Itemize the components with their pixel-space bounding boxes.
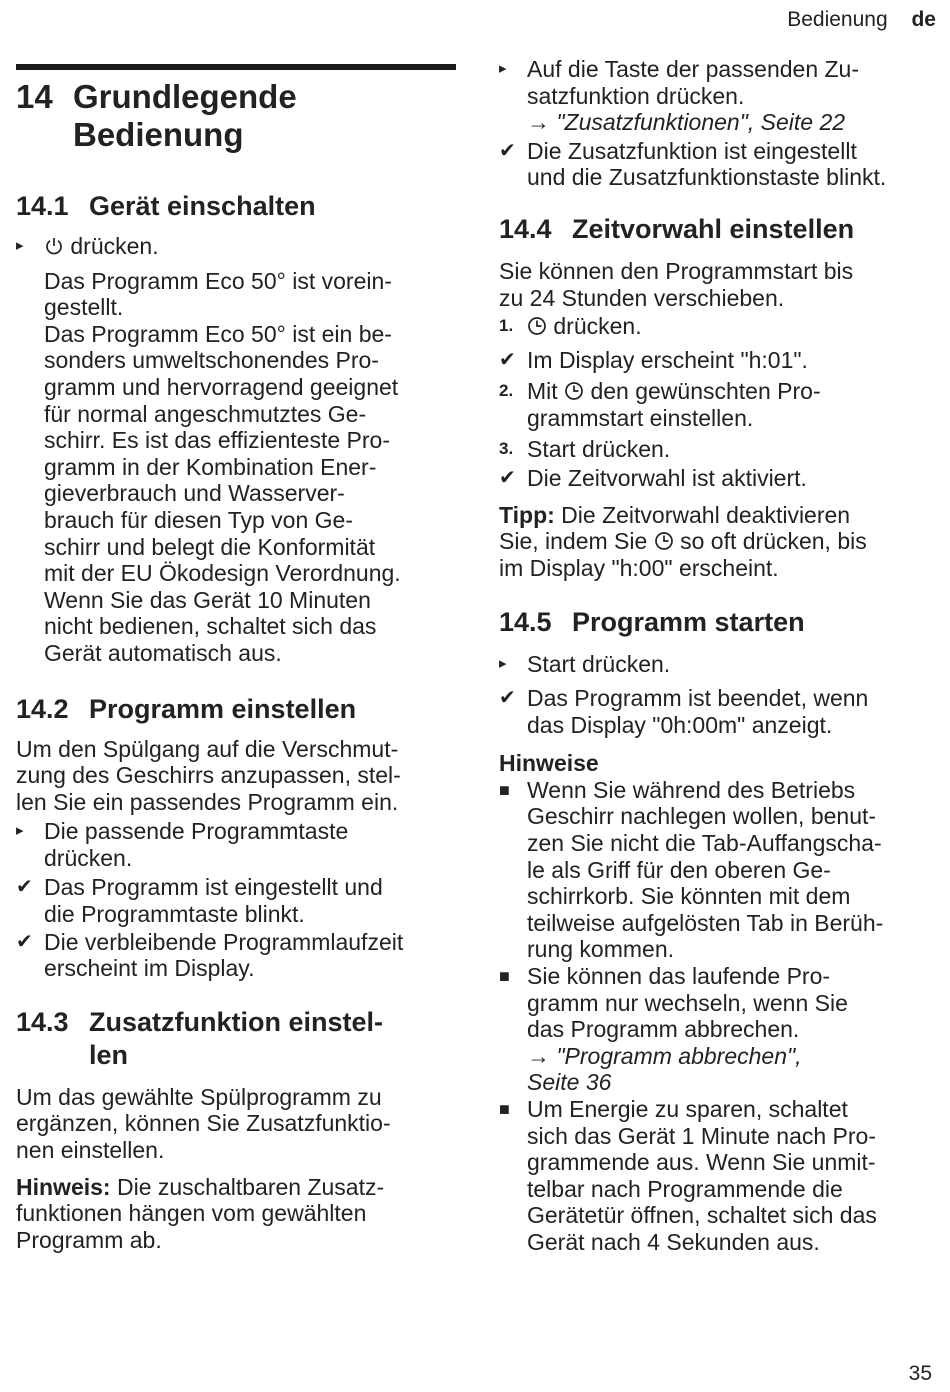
tip-label: Tipp: xyxy=(499,501,555,528)
header-language: de xyxy=(911,8,936,31)
chapter-title-line2: Bedienung xyxy=(73,116,244,153)
result-item xyxy=(16,874,456,927)
page-header xyxy=(787,8,936,32)
left-column xyxy=(16,56,456,1253)
body-line: Wenn Sie das Gerät 10 Minuten xyxy=(44,586,371,613)
bullet-line: teilweise aufgelösten Tab in Berüh- xyxy=(527,909,884,936)
section-number: 14.3 xyxy=(16,1006,69,1037)
bullet-line: Gerätetür öffnen, schaltet sich das xyxy=(527,1202,877,1229)
section-title-line1: Zusatzfunktion einstel- xyxy=(89,1006,384,1037)
result-line: und die Zusatzfunktionstaste blinkt. xyxy=(527,164,887,191)
bullet-line: zen Sie nicht die Tab-Auffangscha- xyxy=(527,830,882,857)
bullet-line: Wenn Sie während des Betriebs xyxy=(527,776,856,803)
result-item xyxy=(499,685,939,738)
result-line: Im Display erscheint "h:01". xyxy=(527,346,808,373)
section-intro xyxy=(16,736,456,816)
body-line: brauch für diesen Typ von Ge- xyxy=(44,506,353,533)
clock-icon xyxy=(564,381,584,401)
bullet-line: Geschirr nachlegen wollen, benut- xyxy=(527,803,877,830)
note-bullet xyxy=(499,963,939,1096)
body-line: zu 24 Stunden verschieben. xyxy=(499,284,785,311)
section-title-line2: len xyxy=(89,1039,129,1070)
section-heading-14-3 xyxy=(16,1006,456,1072)
result-line: Die verbleibende Programmlaufzeit xyxy=(44,928,404,955)
body-line: schirr. Es ist das effizienteste Pro- xyxy=(44,427,390,454)
chapter-title-line1: Grundlegende xyxy=(73,78,297,115)
section-heading-14-1 xyxy=(16,190,456,223)
instruction-step xyxy=(16,818,456,871)
bullet-line: le als Griff für den oberen Ge- xyxy=(527,856,831,883)
body-line: gieverbrauch und Wasserver- xyxy=(44,480,345,507)
bullet-line: schirrkorb. Sie könnten mit dem xyxy=(527,883,851,910)
tip-block xyxy=(499,502,939,582)
section-heading-14-2 xyxy=(16,693,456,726)
tip-line: Sie, indem Sie xyxy=(499,528,654,555)
clock-icon xyxy=(527,316,547,336)
note-label: Hinweis: xyxy=(16,1173,111,1200)
result-item xyxy=(499,138,939,191)
section-title: Programm einstellen xyxy=(89,693,357,724)
body-line: Um das gewählte Spülprogramm zu xyxy=(16,1083,382,1110)
instruction-step xyxy=(499,56,939,136)
chapter-rule xyxy=(16,64,456,70)
bullet-line: Um Energie zu sparen, schaltet xyxy=(527,1096,848,1122)
body-line: Um den Spülgang auf die Verschmut- xyxy=(16,735,399,762)
clock-icon xyxy=(654,531,674,551)
result-line: Die Zusatzfunktion ist eingestellt xyxy=(527,137,857,164)
body-line: Das Programm Eco 50° ist ein be- xyxy=(44,320,392,347)
step-number: 3. xyxy=(499,438,514,458)
step-line: drücken. xyxy=(44,844,133,871)
notes-heading: Hinweise xyxy=(499,750,599,777)
bullet-line: Sie können das laufende Pro- xyxy=(527,963,831,990)
chapter-number: 14 xyxy=(16,78,53,115)
result-item xyxy=(499,465,939,492)
step-number: 2. xyxy=(499,381,514,401)
section-title: Zeitvorwahl einstellen xyxy=(572,213,855,244)
black-square-icon: ■ xyxy=(499,779,510,800)
body-line: Gerät automatisch aus. xyxy=(44,639,282,666)
note-line: funktionen hängen vom gewählten xyxy=(16,1200,367,1227)
body-line: ergänzen, können Sie Zusatzfunktio- xyxy=(16,1110,391,1137)
page-number: 35 xyxy=(908,1362,932,1385)
body-line: zung des Geschirrs anzupassen, stel- xyxy=(16,762,401,789)
section-number: 14.5 xyxy=(499,606,552,637)
checkmark-icon: ✔ xyxy=(499,139,516,162)
triangle-right-icon: ▸ xyxy=(499,654,507,672)
result-line: Die Zeitvorwahl ist aktiviert. xyxy=(527,465,807,492)
body-line: gestellt. xyxy=(44,294,124,321)
bullet-line: telbar nach Programmende die xyxy=(527,1175,843,1202)
step-number: 1. xyxy=(499,316,514,336)
result-line: Das Programm ist eingestellt und xyxy=(44,874,383,901)
body-line: mit der EU Ökodesign Verordnung. xyxy=(44,560,401,587)
body-line: gramm und hervorragend geeignet xyxy=(44,373,399,400)
note-line: Die zuschaltbaren Zusatz- xyxy=(110,1173,385,1200)
triangle-right-icon: ▸ xyxy=(16,237,24,254)
bullet-line: rung kommen. xyxy=(527,936,675,963)
body-line: gramm in der Kombination Ener- xyxy=(44,453,377,480)
section-heading-14-5 xyxy=(499,606,939,639)
note-bullet xyxy=(499,777,939,963)
right-column xyxy=(499,56,939,1256)
result-line: erscheint im Display. xyxy=(44,955,255,982)
section-title: Gerät einschalten xyxy=(89,191,316,221)
step-text: den gewünschten Pro- xyxy=(584,378,821,405)
step-line: Die passende Programmtaste xyxy=(44,818,349,845)
body-line: schirr und belegt die Konformität xyxy=(44,533,376,560)
result-line: die Programmtaste blinkt. xyxy=(44,901,305,928)
step-text: Start drücken. xyxy=(527,650,671,677)
body-line: nicht bedienen, schaltet sich das xyxy=(44,613,377,640)
section-title: Programm starten xyxy=(572,606,805,637)
header-section: Bedienung xyxy=(787,8,888,31)
step-text: drücken. xyxy=(64,233,159,259)
step-line: grammstart einstellen. xyxy=(527,404,754,431)
chapter-heading xyxy=(16,78,456,154)
section-number: 14.2 xyxy=(16,693,69,724)
section-intro xyxy=(499,258,939,311)
black-square-icon: ■ xyxy=(499,1099,510,1119)
checkmark-icon: ✔ xyxy=(499,687,516,710)
checkmark-icon: ✔ xyxy=(499,467,516,490)
bullet-line: grammende aus. Wenn Sie unmit- xyxy=(527,1149,876,1176)
note-block xyxy=(16,1174,456,1254)
black-square-icon: ■ xyxy=(499,966,510,987)
bullet-line: das Programm abbrechen. xyxy=(527,1016,800,1043)
step-line: Auf die Taste der passenden Zu- xyxy=(527,56,860,82)
instruction-step xyxy=(499,651,939,678)
bullet-line: Gerät nach 4 Sekunden aus. xyxy=(527,1228,820,1255)
triangle-right-icon: ▸ xyxy=(499,60,507,77)
result-item xyxy=(499,347,939,374)
tip-line: im Display "h:00" erscheint. xyxy=(499,554,779,581)
section-number: 14.1 xyxy=(16,191,69,221)
note-line: Programm ab. xyxy=(16,1226,162,1253)
body-line: nen einstellen. xyxy=(16,1137,165,1164)
cross-reference: Seite 36 xyxy=(527,1069,612,1096)
numbered-step xyxy=(499,378,939,431)
step-text: Mit xyxy=(527,378,565,405)
section-intro xyxy=(16,1084,456,1164)
checkmark-icon: ✔ xyxy=(499,348,516,371)
result-item xyxy=(16,929,456,982)
section-body xyxy=(16,268,456,667)
body-line: Sie können den Programmstart bis xyxy=(499,257,854,284)
result-line: Das Programm ist beendet, wenn xyxy=(527,685,869,712)
section-number: 14.4 xyxy=(499,213,552,244)
step-line: satzfunktion drücken. xyxy=(527,82,745,109)
body-line: len Sie ein passendes Programm ein. xyxy=(16,788,399,815)
power-icon xyxy=(44,236,64,256)
checkmark-icon: ✔ xyxy=(16,876,33,899)
body-line: Das Programm Eco 50° ist vorein- xyxy=(44,267,392,294)
note-bullet xyxy=(499,1096,939,1256)
tip-line: so oft drücken, bis xyxy=(673,528,867,555)
body-line: für normal angeschmutztes Ge- xyxy=(44,400,367,427)
tip-line: Die Zeitvorwahl deaktivieren xyxy=(554,501,851,528)
numbered-step xyxy=(499,436,939,463)
checkmark-icon: ✔ xyxy=(16,930,33,953)
body-line: sonders umweltschonendes Pro- xyxy=(44,347,379,374)
numbered-step xyxy=(499,313,939,340)
cross-reference: → "Zusatzfunktionen", Seite 22 xyxy=(527,109,846,136)
result-line: das Display "0h:00m" anzeigt. xyxy=(527,711,833,738)
step-text: drücken. xyxy=(547,313,642,340)
instruction-step xyxy=(16,233,456,260)
step-text: Start drücken. xyxy=(527,435,671,462)
bullet-line: gramm nur wechseln, wenn Sie xyxy=(527,989,848,1016)
cross-reference: → "Programm abbrechen", xyxy=(527,1042,802,1069)
triangle-right-icon: ▸ xyxy=(16,822,24,840)
section-heading-14-4 xyxy=(499,213,939,246)
bullet-line: sich das Gerät 1 Minute nach Pro- xyxy=(527,1122,876,1149)
